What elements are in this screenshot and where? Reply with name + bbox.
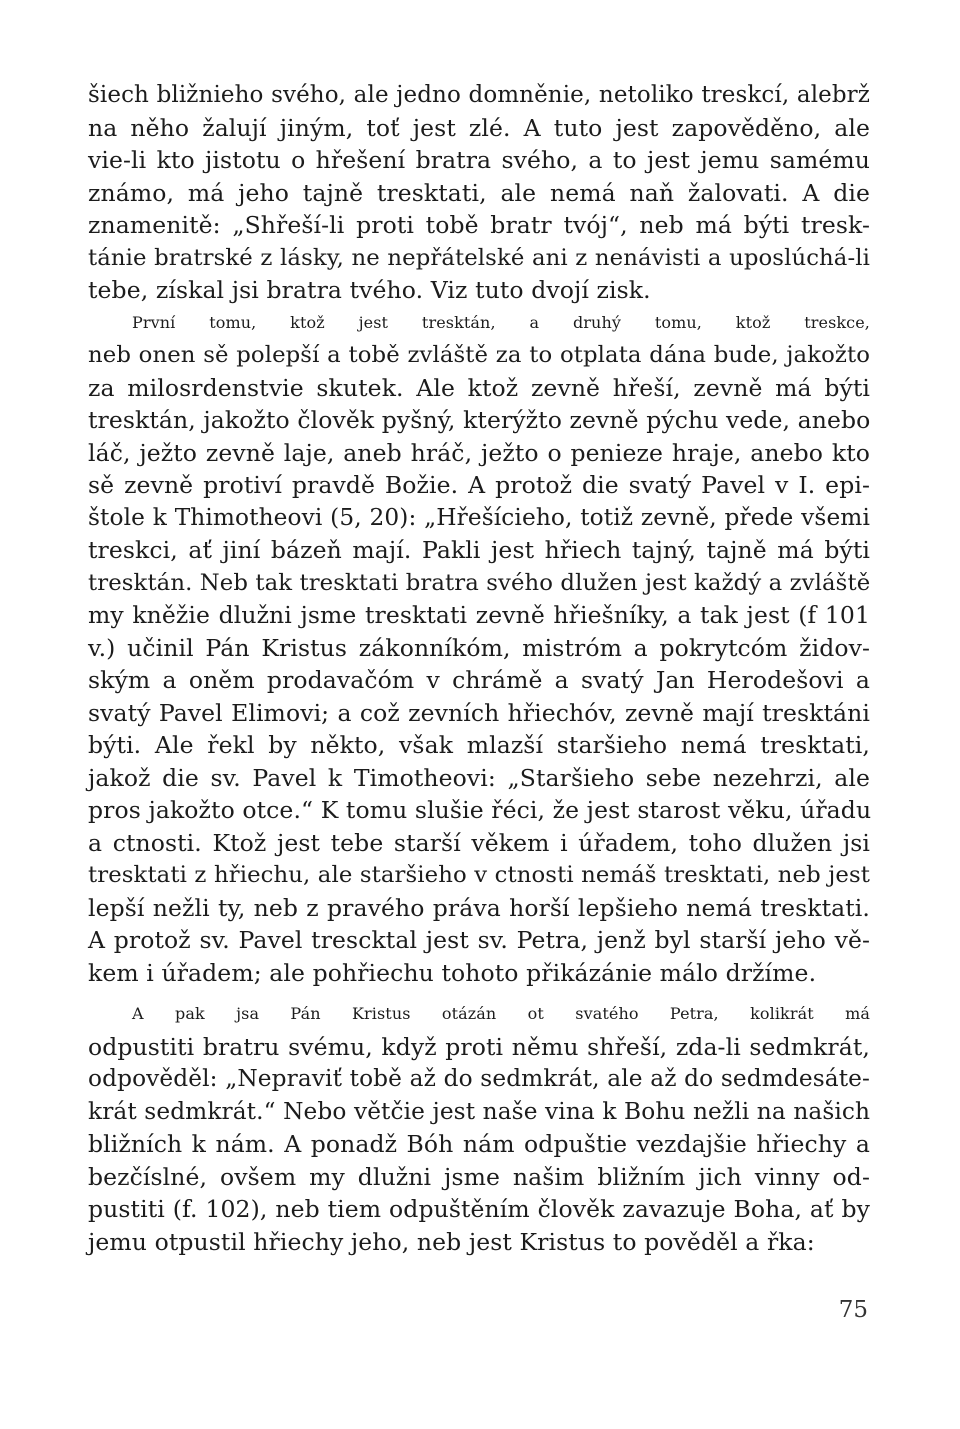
paragraph [88, 998, 870, 1258]
text-line: odpustiti bratru svému, když proti němu shřeší, zda-li sedmkrát, [88, 1032, 870, 1061]
text-line: pros jakožto otce.“ K tomu slušie řéci, že jest starost věku, úřadu [88, 796, 872, 824]
text-line: A pak jsa Pán Kristus otázán ot svatého Petra, kolikrát má [132, 1004, 870, 1023]
text-line: a ctnosti. Ktož jest tebe starší věkem i úřadem, toho dlužen jsi [88, 828, 870, 857]
text-line: bezčíslné, ovšem my dlužni jsme našim bližním jich vinny od- [88, 1162, 870, 1191]
text-line: lepší nežli ty, neb z pravého práva horší lepšieho nemá tresktati. [88, 893, 870, 922]
text-line: štole k Thimotheovi (5, 20): „Hřešícieho, totiž zevně, přede všemi [88, 503, 870, 531]
text-line: jemu otpustil hřiechy jeho, neb jest Kristus to pověděl a řka: [88, 1227, 815, 1256]
text-line: svatý Pavel Elimovi; a což zevních hřiechóv, zevně mají tresktáni [88, 698, 870, 727]
text-line: jakož die sv. Pavel k Timotheovi: „Staršieho sebe nezehrzi, ale [88, 763, 870, 792]
text-line: První tomu, ktož jest tresktán, a druhý tomu, ktož treskce, [132, 312, 870, 332]
body-text [88, 79, 870, 1258]
text-line: vie-li kto jistotu o hřešení bratra svého, a to jest jemu samému [88, 146, 870, 174]
text-line: známo, má jeho tajně tresktati, ale nemá naň žalovati. A die [88, 178, 870, 207]
text-line: znamenitě: „Shřeší-li proti tobě bratr tvój“, neb má býti tresk- [88, 211, 870, 239]
text-line: sě zevně protiví pravdě Božie. A protož die svatý Pavel v I. epi- [88, 471, 870, 499]
text-line: pustiti (f. 102), neb tiem odpuštěním člověk zavazuje Boha, ať by [88, 1195, 870, 1223]
text-line: na něho žalují jiným, toť jest zlé. A tuto jest zapověděno, ale [88, 113, 870, 142]
text-line: treskci, ať jiní bázeň mají. Pakli jest hřiech tajný, tajně má býti [88, 536, 870, 564]
text-line: my kněžie dlužni jsme tresktati zevně hřiešníky, a tak jest (f 101 [88, 601, 870, 629]
text-line: tresktán, jakožto člověk pyšný, kterýžto zevně pýchu vede, anebo [88, 406, 871, 434]
text-line: láč, ježto zevně laje, aneb hráč, ježto o penieze hraje, anebo kto [88, 438, 870, 467]
text-line: za milosrdenstvie skutek. Ale ktož zevně hřeší, zevně má býti [88, 373, 870, 402]
paragraph [88, 307, 870, 990]
text-line: krát sedmkrát.“ Nebo větčie jest naše vina k Bohu nežli na našich [88, 1097, 871, 1125]
text-line: tebe, získal jsi bratra tvého. Viz tuto dvojí zisk. [88, 276, 651, 304]
text-line: tresktati z hřiechu, ale staršieho v ctnosti nemáš tresktati, neb jest [88, 862, 870, 888]
page-number: 75 [838, 1297, 868, 1323]
text-line: ským a oněm prodavačóm v chrámě a svatý Jan Herodešovi a [88, 666, 870, 694]
text-line: tresktán. Neb tak tresktati bratra svého dlužen jest každý a zvláště [88, 569, 871, 596]
text-line: A protož sv. Pavel trescktal jest sv. Petra, jenž byl starší jeho vě- [88, 926, 870, 954]
paragraph-gap [88, 989, 870, 998]
text-line: v.) učinil Pán Kristus zákonníkóm, mistróm a pokrytcóm židov- [88, 633, 870, 662]
paragraph [88, 79, 870, 307]
text-line: odpověděl: „Nepraviť tobě až do sedmkrát, ale až do sedmdesáte- [88, 1065, 870, 1092]
text-line: kem i úřadem; ale pohřiechu tohoto přikázánie málo držíme. [88, 958, 817, 987]
text-line: tánie bratrské z lásky, ne nepřátelské ani z nenávisti a uposlúchá-li [88, 244, 870, 271]
text-line: býti. Ale řekl by někto, však mlazší staršieho nemá tresktati, [88, 731, 870, 759]
text-line: neb onen sě polepší a tobě zvláště za to otplata dána bude, jakožto [88, 342, 870, 368]
text-line: šiech bližnieho svého, ale jedno domněnie, netoliko treskcí, alebrž [88, 82, 870, 108]
text-line: bližních k nám. A ponadž Bóh nám odpuštie vezdajšie hřiechy a [88, 1130, 870, 1158]
